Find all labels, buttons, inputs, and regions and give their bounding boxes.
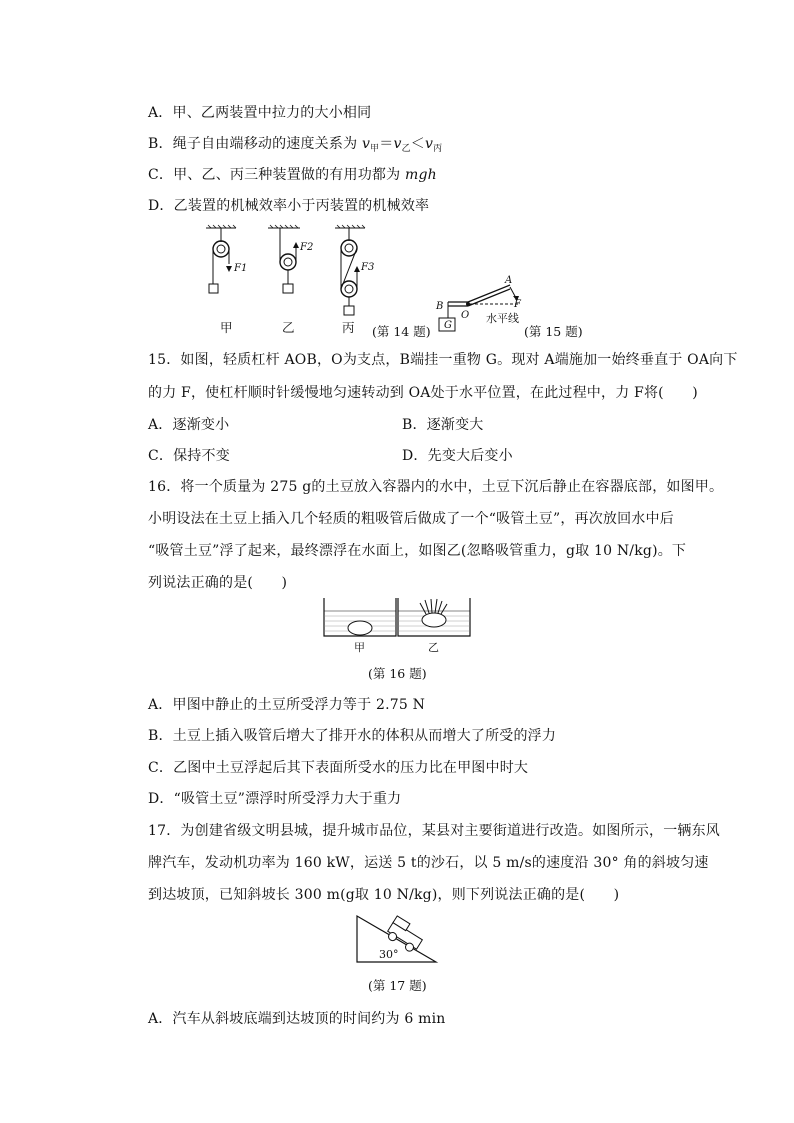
q15-option-c: C．保持不变 — [148, 448, 230, 464]
q15-caption: (第 15 题) — [524, 324, 583, 339]
container-label-yi: 乙 — [428, 641, 439, 654]
q16-option-d: D．“吸管土豆”漂浮时所受浮力大于重力 — [148, 791, 402, 807]
v-symbol: v — [424, 136, 434, 152]
q15-option-d: D．先变大后变小 — [402, 448, 513, 464]
q16-option-a: A．甲图中静止的土豆所受浮力等于 2.75 N — [148, 697, 426, 713]
q16-stem-line1: 16．将一个质量为 275 g的土豆放入容器内的水中，土豆下沉后静止在容器底部，如图甲。 — [148, 479, 724, 495]
q14-label-yi: 乙 — [282, 320, 295, 335]
q14-caption: (第 14 题) — [372, 324, 431, 339]
horizontal-line-label: 水平线 — [486, 312, 519, 325]
q14-label-jia: 甲 — [220, 320, 233, 335]
force-label-f3: F3 — [361, 262, 375, 273]
q14-option-a: A．甲、乙两装置中拉力的大小相同 — [148, 105, 372, 121]
point-b-label: B — [436, 301, 444, 312]
v-symbol: v — [393, 136, 402, 152]
point-o-label: O — [461, 310, 470, 321]
q15-option-a: A．逐渐变小 — [148, 417, 230, 433]
q17-caption: (第 17 题) — [368, 978, 427, 993]
point-a-label: A — [505, 275, 513, 286]
q15-option-b: B．逐渐变大 — [402, 417, 484, 433]
sub-yi: 乙 — [401, 144, 411, 154]
q16-container-figure — [324, 598, 470, 636]
q14-option-b-text: B．绳子自由端移动的速度关系为 — [148, 136, 362, 152]
q15-stem-line2: 的力 F，使杠杆顺时针缓慢地匀速转动到 OA处于水平位置，在此过程中，力 F将( ) — [148, 385, 698, 401]
force-label-f2: F2 — [300, 242, 314, 253]
q16-option-b: B．土豆上插入吸管后增大了排开水的体积从而增大了所受的浮力 — [148, 728, 557, 744]
q16-option-c: C．乙图中土豆浮起后其下表面所受水的压力比在甲图中时大 — [148, 760, 529, 776]
slope-angle-label: 30° — [379, 948, 399, 961]
q16-stem-line2: 小明设法在土豆上插入几个轻质的粗吸管后做成了一个“吸管土豆”，再次放回水中后 — [148, 511, 674, 527]
q17-stem-line2: 牌汽车，发动机功率为 160 kW，运送 5 t的沙石，以 5 m/s的速度沿 30° 角的斜坡匀速 — [148, 855, 709, 871]
q14-label-bing: 丙 — [342, 320, 355, 335]
pulley-jia — [206, 225, 236, 293]
q17-stem-line3: 到达坡顶，已知斜坡长 300 m(g取 10 N/kg)，则下列说法正确的是( ) — [148, 887, 620, 903]
weight-g-label: G — [444, 320, 452, 331]
force-f-label: F — [514, 299, 521, 310]
q16-caption: (第 16 题) — [368, 666, 427, 681]
mgh-symbol: mgh — [404, 167, 437, 183]
v-symbol: v — [361, 136, 371, 152]
q16-stem-line3: “吸管土豆”浮了起来，最终漂浮在水面上，如图乙(忽略吸管重力，g取 10 N/kg)。下 — [148, 543, 687, 559]
q17-stem-line1: 17．为创建省级文明县城，提升城市品位，某县对主要街道进行改造。如图所示，一辆东风 — [148, 823, 721, 839]
q16-stem-line4: 列说法正确的是( ) — [148, 575, 288, 591]
q15-stem-line1: 15．如图，轻质杠杆 AOB，O为支点，B端挂一重物 G。现对 A端施加一始终垂直于 OA向下 — [148, 352, 738, 368]
q14-option-d: D．乙装置的机械效率小于丙装置的机械效率 — [148, 198, 430, 214]
q17-option-a: A．汽车从斜坡底端到达坡顶的时间约为 6 min — [148, 1011, 446, 1027]
less-than-sign: ＜ — [410, 136, 425, 152]
container-label-jia: 甲 — [354, 641, 365, 654]
force-label-f1: F1 — [234, 263, 248, 274]
pulley-yi — [268, 225, 300, 293]
equals-sign: ＝ — [379, 136, 394, 152]
sub-bing: 丙 — [433, 144, 443, 154]
q14-option-c-text: C．甲、乙、丙三种装置做的有用功都为 — [148, 167, 405, 183]
sub-jia: 甲 — [370, 144, 380, 154]
